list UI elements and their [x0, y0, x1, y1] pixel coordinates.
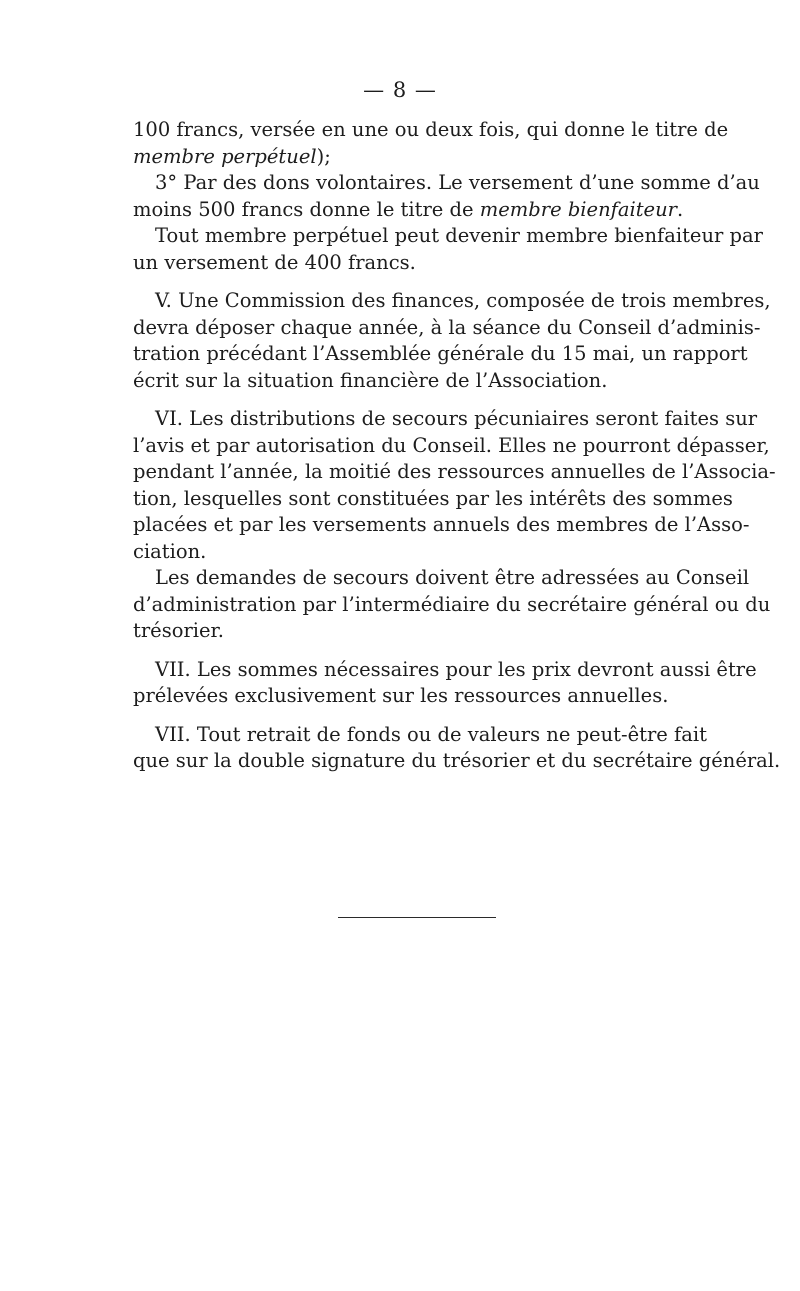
italic-term: membre bienfaiteur: [479, 197, 677, 221]
italic-term: membre perpétuel: [133, 144, 317, 168]
text-line: trésorier.: [133, 619, 224, 642]
section-divider: [338, 917, 496, 918]
text-line: VII. Les sommes nécessaires pour les prix devront aussi être: [155, 657, 757, 681]
text-line: ciation.: [133, 539, 207, 563]
text-line: membre perpétuel);: [133, 144, 331, 168]
page-body: [133, 117, 781, 775]
text-line: VI. Les distributions de secours pécuniaires seront faites sur: [155, 407, 758, 430]
text-line: Tout membre perpétuel peut devenir membre bienfaiteur par: [155, 224, 763, 247]
text-line: que sur la double signature du trésorier et du secrétaire général.: [133, 749, 781, 772]
text-line: moins 500 francs donne le titre de membre bienfaiteur.: [133, 197, 684, 221]
page-number: — 8 —: [363, 78, 437, 102]
text-line: prélevées exclusivement sur les ressources annuelles.: [133, 684, 669, 707]
text-line: l’avis et par autorisation du Conseil. Elles ne pourront dépasser,: [133, 433, 770, 457]
text-line: écrit sur la situation financière de l’Association.: [133, 368, 608, 392]
text-line: 100 francs, versée en une ou deux fois, qui donne le titre de: [133, 118, 729, 141]
text-line: un versement de 400 francs.: [133, 250, 416, 274]
text-line: V. Une Commission des finances, composée de trois membres,: [155, 289, 771, 312]
text-line: d’administration par l’intermédiaire du secrétaire général ou du: [133, 592, 771, 616]
text-line: tion, lesquelles sont constituées par les intérêts des sommes: [133, 486, 733, 510]
text-line: devra déposer chaque année, à la séance du Conseil d’adminis-: [133, 315, 761, 339]
text-line: Les demandes de secours doivent être adressées au Conseil: [155, 566, 750, 589]
text-line: placées et par les versements annuels des membres de l’Asso-: [133, 513, 750, 536]
text-line: tration précédant l’Assemblée générale du 15 mai, un rapport: [133, 342, 748, 365]
text-line: pendant l’année, la moitié des ressources annuelles de l’Associa-: [133, 460, 776, 483]
text-line: 3° Par des dons volontaires. Le versement d’une somme d’au: [155, 171, 760, 194]
text-line: VII. Tout retrait de fonds ou de valeurs ne peut-être fait: [155, 722, 707, 746]
